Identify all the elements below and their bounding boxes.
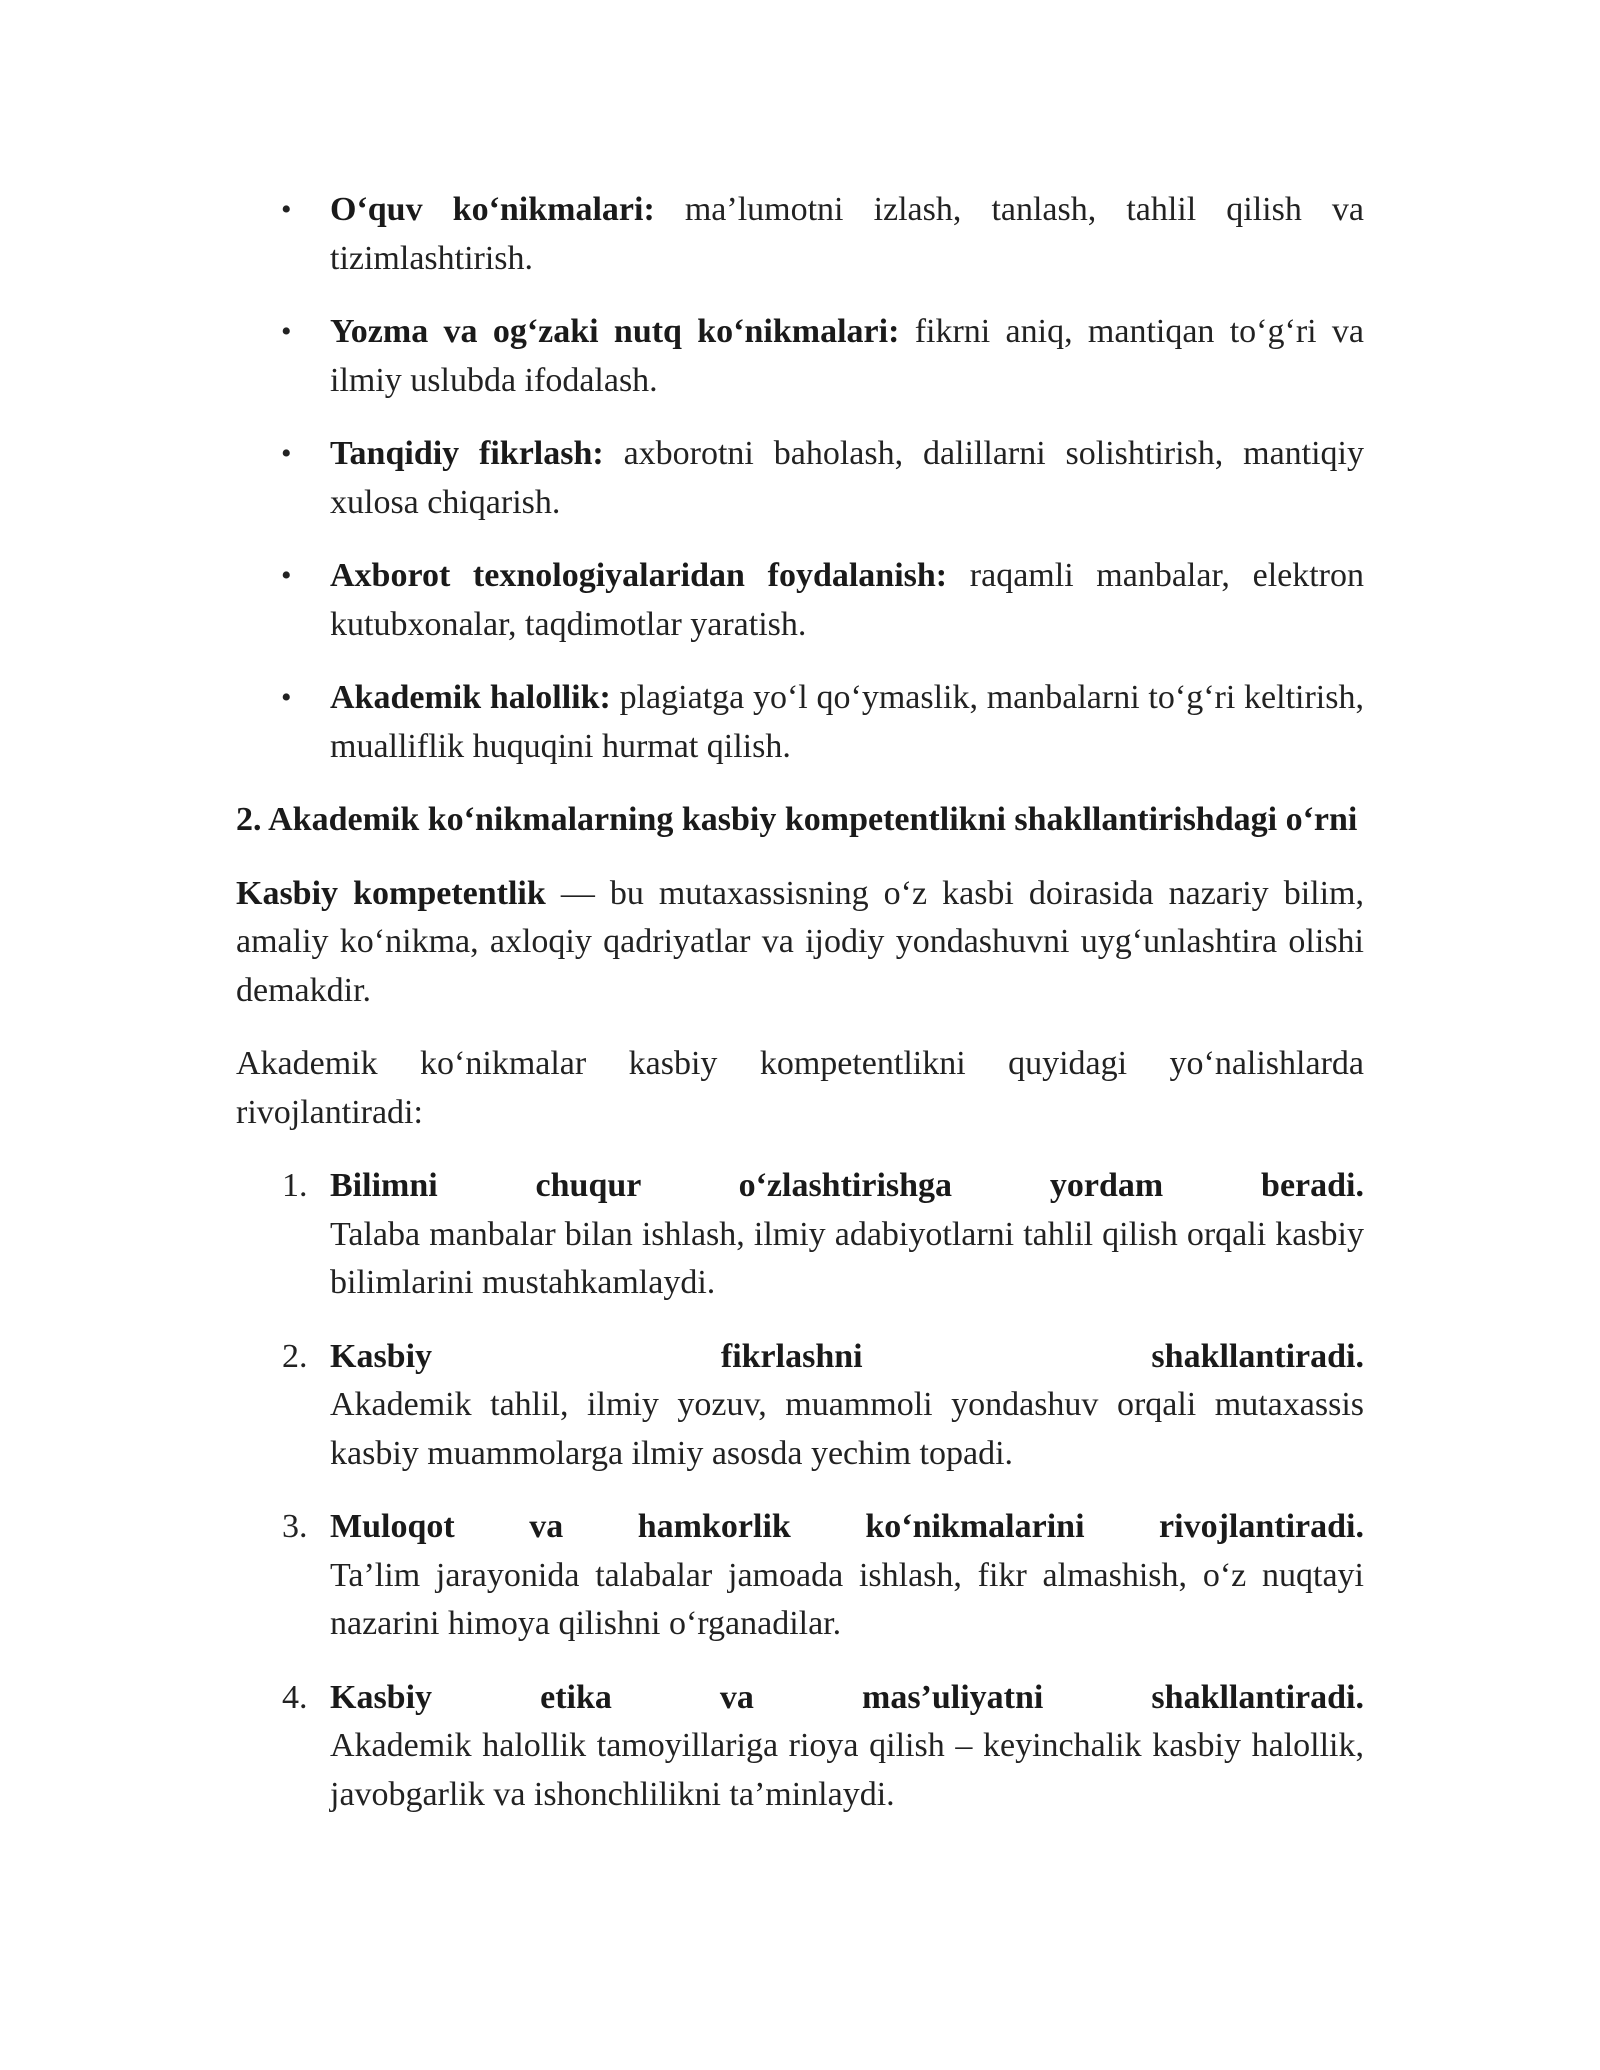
list-item (236, 430, 1364, 527)
intro-paragraph: Akademik ko‘nikmalar kasbiy kompetentlikni quyidagi yo‘nalishlarda rivojlantiradi: (236, 1045, 1364, 1131)
list-item-title: Akademik halollik: (330, 679, 611, 716)
numbered-item (236, 1333, 1364, 1479)
item-title: Bilimni chuqur o‘zlashtirishga yordam beradi. (330, 1167, 1364, 1204)
list-item-text: axborotni baholash, dalillarni solishtirish, mantiqiy xulosa chiqarish. (330, 435, 1365, 521)
list-item (236, 674, 1364, 771)
document-page (236, 186, 1364, 1844)
list-item-text: plagiatga yo‘l qo‘ymaslik, manbalarni to‘g‘ri keltirish, mualliflik huquqini hurmat qilish. (330, 679, 1364, 765)
list-item-text: raqamli manbalar, elektron kutubxonalar, taqdimotlar yaratish. (330, 557, 1364, 643)
list-item-text: ma’lumotni izlash, tanlash, tahlil qilish va tizimlashtirish. (330, 191, 1364, 277)
numbered-item (236, 1162, 1364, 1308)
section-heading: 2. Akademik ko‘nikmalarning kasbiy kompetentlikni shakllantirishdagi o‘rni (236, 801, 1358, 838)
definition-paragraph (236, 870, 1364, 1016)
bullet-icon: • (281, 315, 292, 348)
numbered-item (236, 1503, 1364, 1649)
numbered-list (236, 1162, 1364, 1819)
list-item (236, 552, 1364, 649)
numbered-item (236, 1674, 1364, 1820)
item-text: Akademik halollik tamoyillariga rioya qilish – keyinchalik kasbiy halollik, javobgarlik va ishonchlilikni ta’minlaydi. (330, 1727, 1364, 1813)
list-item-title: Tanqidiy fikrlash: (330, 435, 604, 472)
skills-bullet-list (236, 186, 1364, 771)
bullet-icon: • (281, 437, 292, 470)
list-item (236, 308, 1364, 405)
item-number: 2. (282, 1337, 308, 1375)
bullet-icon: • (281, 193, 292, 226)
bullet-icon: • (281, 681, 292, 714)
list-item-text: fikrni aniq, mantiqan to‘g‘ri va ilmiy uslubda ifodalash. (330, 313, 1364, 399)
item-title: Kasbiy etika va mas’uliyatni shakllantiradi. (330, 1678, 1364, 1716)
definition-term: Kasbiy kompetentlik (236, 874, 546, 912)
item-title: Muloqot va hamkorlik ko‘nikmalarini rivojlantiradi. (330, 1508, 1364, 1545)
item-text: Ta’lim jarayonida talabalar jamoada ishlash, fikr almashish, o‘z nuqtayi nazarini himoya qilishni o‘rganadilar. (330, 1556, 1364, 1642)
item-text: Talaba manbalar bilan ishlash, ilmiy adabiyotlarni tahlil qilish orqali kasbiy bilimlarini mustahkamlaydi. (330, 1215, 1364, 1301)
item-number: 1. (282, 1167, 308, 1204)
item-number: 3. (282, 1508, 308, 1545)
bullet-icon: • (281, 559, 292, 592)
list-item-title: Yozma va og‘zaki nutq ko‘nikmalari: (330, 313, 900, 350)
list-item (236, 186, 1364, 283)
list-item-title: O‘quv ko‘nikmalari: (330, 191, 655, 228)
list-item-title: Axborot texnologiyalaridan foydalanish: (330, 557, 948, 594)
item-title: Kasbiy fikrlashni shakllantiradi. (330, 1337, 1364, 1375)
item-number: 4. (282, 1678, 308, 1716)
definition-text: — bu mutaxassisning o‘z kasbi doirasida nazariy bilim, amaliy ko‘nikma, axloqiy qadriyatlar va ijodiy yondashuvni uyg‘unlashtira olishi demakdir. (236, 874, 1364, 1009)
item-text: Akademik tahlil, ilmiy yozuv, muammoli yondashuv orqali mutaxassis kasbiy muammolarga ilmiy asosda yechim topadi. (330, 1386, 1364, 1472)
